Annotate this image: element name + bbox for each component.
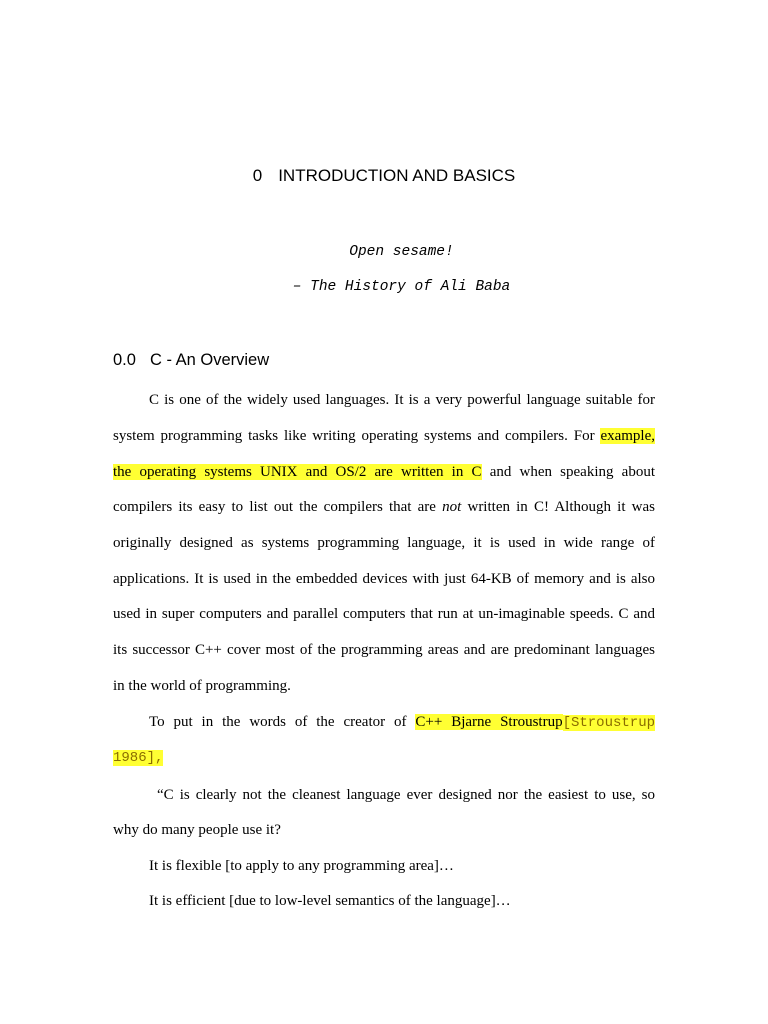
section-title	[113, 351, 269, 370]
paragraph-line: compilers its easy to list out the compilers that are not written in C! Although it was	[113, 499, 655, 515]
paragraph-line: in the world of programming.	[113, 678, 291, 694]
citation: 1986],	[113, 750, 164, 766]
highlight: the operating systems UNIX and OS/2 are written in C	[113, 464, 482, 480]
paragraph-line: used in super computers and parallel computers that run at un-imaginable speeds. C and	[113, 606, 655, 622]
citation: [Stroustrup	[562, 715, 655, 731]
emphasis: not	[442, 499, 462, 515]
quote-line: It is efficient [due to low-level semantics of the language]…	[149, 893, 511, 909]
paragraph-line	[113, 746, 655, 768]
paragraph-line: system programming tasks like writing operating systems and compilers. For example,	[113, 428, 655, 444]
paragraph-line: its successor C++ cover most of the programming areas and are predominant languages	[113, 642, 655, 658]
paragraph-line: applications. It is used in the embedded devices with just 64-KB of memory and is also	[113, 571, 655, 587]
paragraph-line: originally designed as systems programming language, it is used in wide range of	[113, 535, 655, 551]
paragraph-line: the operating systems UNIX and OS/2 are written in C and when speaking about	[113, 464, 656, 480]
section-number: 0.0	[113, 351, 136, 369]
chapter-title-text: INTRODUCTION AND BASICS	[278, 166, 516, 185]
section-title-text: C - An Overview	[149, 351, 270, 369]
quote-line: It is flexible [to apply to any programming area]…	[149, 858, 454, 874]
epigraph-quote: Open sesame!	[349, 244, 454, 260]
paragraph-line: C is one of the widely used languages. It is a very powerful language suitable for	[149, 392, 655, 408]
chapter-number: 0	[252, 166, 263, 185]
epigraph-source: – The History of Ali Baba	[292, 279, 511, 295]
chapter-title	[0, 166, 768, 186]
highlight: C++ Bjarne Stroustrup	[415, 714, 563, 730]
quote-line: why do many people use it?	[113, 822, 281, 838]
paragraph-line: To put in the words of the creator of C++ Bjarne Stroustrup[Stroustrup	[149, 714, 655, 731]
quote-line: “C is clearly not the cleanest language ever designed nor the easiest to use, so	[157, 787, 655, 803]
highlight: example,	[600, 428, 655, 444]
